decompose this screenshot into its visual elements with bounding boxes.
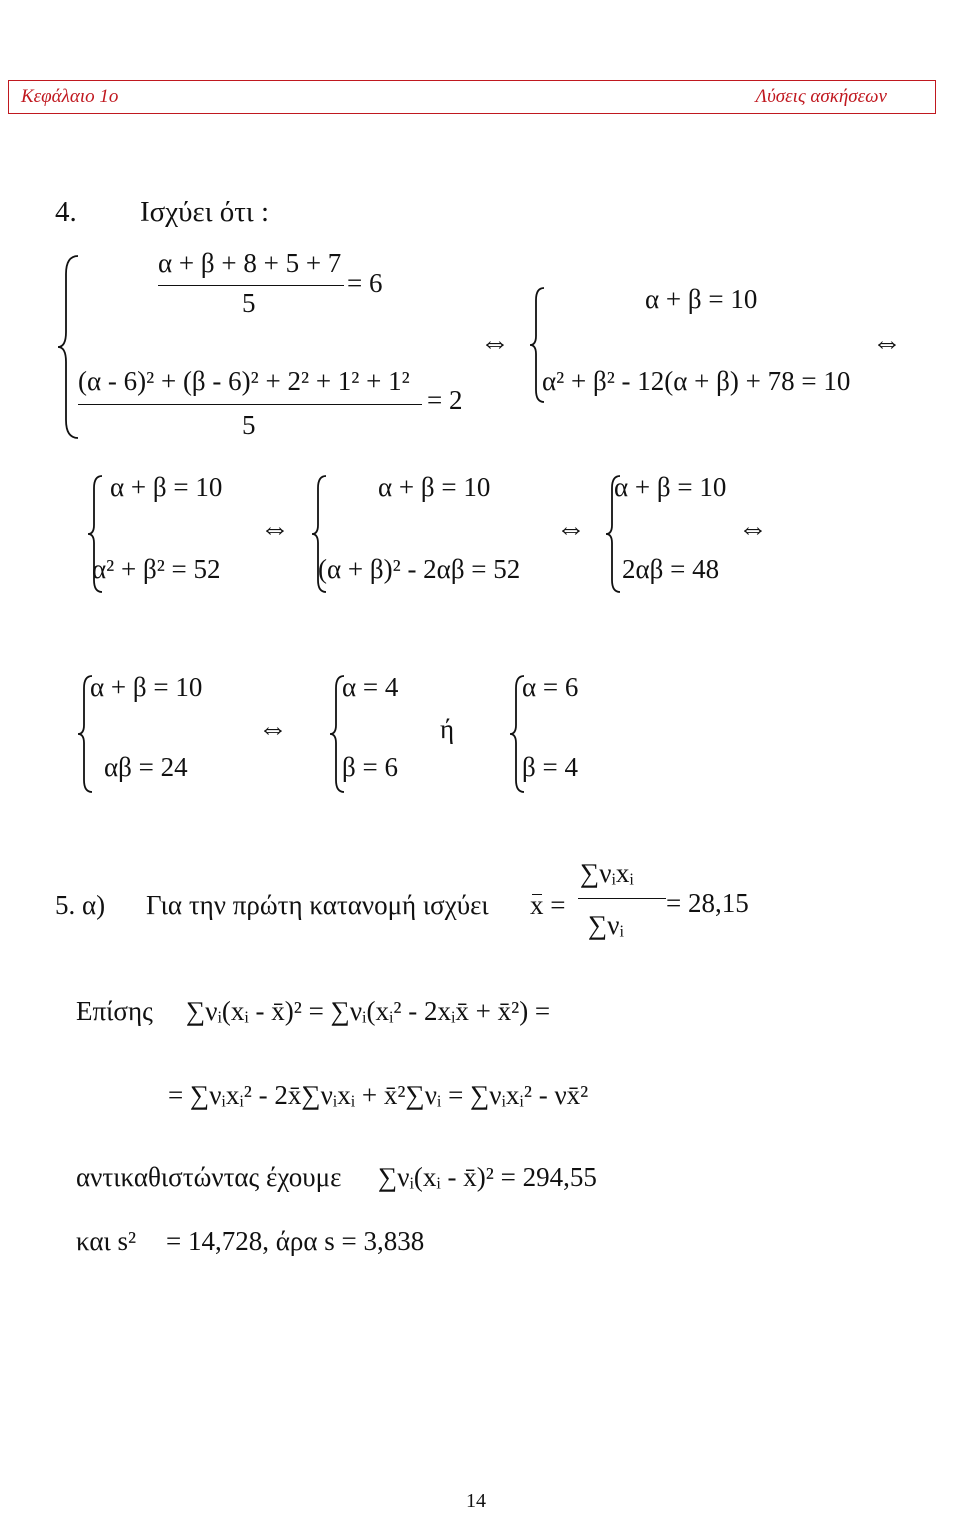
- equivalence-arrow-5: ⇔: [738, 512, 768, 545]
- also-label: Επίσης: [76, 996, 153, 1026]
- exercise-5-number: 5. α): [55, 890, 106, 920]
- mean-denominator: ∑νᵢ: [588, 910, 624, 940]
- substitution-text: αντικαθιστώντας έχουμε: [76, 1162, 342, 1192]
- sys1-fraction-bar-2: [78, 404, 422, 405]
- sys1-denominator-1: 5: [242, 288, 256, 318]
- substitution-value: ∑νᵢ(xᵢ - x̄)² = 294,55: [378, 1162, 597, 1192]
- equivalence-arrow-6: ⇔: [258, 712, 288, 745]
- sys5-line-2: 2αβ = 48: [622, 554, 720, 584]
- expansion-line-2: = ∑νᵢxᵢ² - 2x̄∑νᵢxᵢ + x̄²∑νᵢ = ∑νᵢxᵢ² - νx̄²: [168, 1080, 589, 1110]
- result-prefix: και s²: [76, 1226, 137, 1256]
- sys1-rhs-1: = 6: [347, 268, 383, 298]
- equivalence-arrow-3: ⇔: [260, 512, 290, 545]
- mean-fraction-bar: [578, 898, 666, 899]
- sys2-line-1: α + β = 10: [645, 284, 758, 314]
- chapter-label: Κεφάλαιο 1ο: [21, 86, 119, 107]
- solution-1-beta: β = 6: [342, 752, 398, 782]
- equivalence-arrow-4: ⇔: [556, 512, 586, 545]
- solution-2-alpha: α = 6: [522, 672, 579, 702]
- exercise-4-number: 4.: [55, 196, 77, 228]
- sys1-rhs-2: = 2: [427, 385, 463, 415]
- sys1-numerator-2: (α - 6)² + (β - 6)² + 2² + 1² + 1²: [78, 366, 410, 396]
- sys6-line-1: α + β = 10: [90, 672, 203, 702]
- or-word: ή: [440, 714, 455, 744]
- sys4-line-2: (α + β)² - 2αβ = 52: [318, 554, 521, 584]
- system-1-brace: [56, 254, 82, 440]
- mean-value: = 28,15: [666, 888, 749, 918]
- sys6-line-2: αβ = 24: [104, 752, 188, 782]
- sys1-numerator-1: α + β + 8 + 5 + 7: [158, 248, 342, 278]
- mean-numerator: ∑νᵢxᵢ: [580, 858, 634, 888]
- sys1-denominator-2: 5: [242, 410, 256, 440]
- page-number: 14: [466, 1490, 486, 1512]
- sys5-line-1: α + β = 10: [614, 472, 727, 502]
- mean-symbol: x =: [530, 890, 566, 920]
- sys2-line-2: α² + β² - 12(α + β) + 78 = 10: [542, 366, 851, 396]
- exercise-4-intro: Ισχύει ότι :: [140, 196, 270, 228]
- sys1-fraction-bar-1: [158, 285, 344, 286]
- sys3-line-2: α² + β² = 52: [92, 554, 221, 584]
- expansion-line-1: ∑νᵢ(xᵢ - x̄)² = ∑νᵢ(xᵢ² - 2xᵢx̄ + x̄²) =: [186, 996, 551, 1026]
- equivalence-arrow-1: ⇔: [480, 326, 510, 359]
- solution-1-alpha: α = 4: [342, 672, 399, 702]
- exercise-5-intro: Για την πρώτη κατανομή ισχύει: [146, 890, 489, 920]
- result-text: = 14,728, άρα s = 3,838: [166, 1226, 425, 1256]
- equivalence-arrow-2: ⇔: [872, 326, 902, 359]
- page-header: [8, 80, 936, 114]
- sys3-line-1: α + β = 10: [110, 472, 223, 502]
- solution-2-beta: β = 4: [522, 752, 578, 782]
- sys4-line-1: α + β = 10: [378, 472, 491, 502]
- section-label: Λύσεις ασκήσεων: [755, 86, 887, 107]
